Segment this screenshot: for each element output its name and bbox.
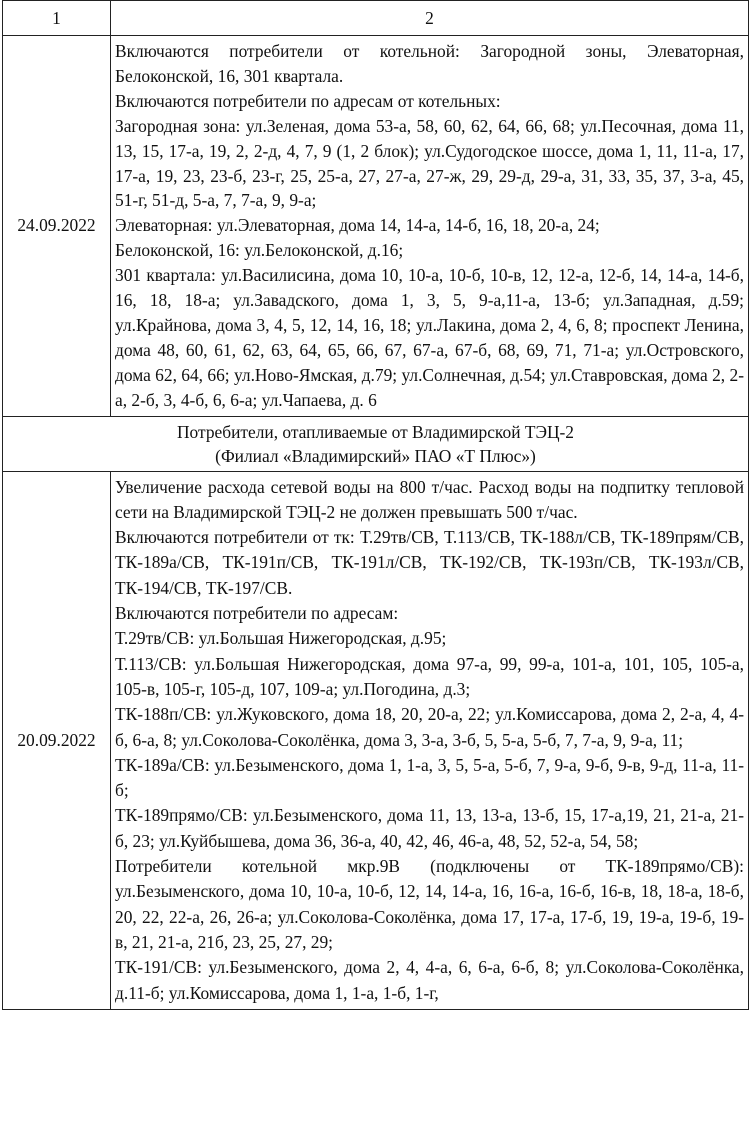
table-row [3, 471, 749, 1009]
schedule-table [2, 0, 749, 1010]
paragraph: ТК-191/СВ: ул.Безыменского, дома 2, 4, 4-а, 6, 6-а, 6-б, 8; ул.Соколова-Соколёнка, д.11-б; ул.Комиссарова, дома 1, 1-а, 1-б, 1-г, [115, 957, 744, 1003]
paragraph: Белоконской, 16: ул.Белоконской, д.16; [115, 240, 404, 261]
header-col-2: 2 [111, 1, 749, 36]
section-header [3, 416, 749, 471]
paragraph: ТК-189а/СВ: ул.Безыменского, дома 1, 1-а, 3, 5, 5-а, 5-б, 7, 9-а, 9-б, 9-в, 9-д, 11-а, 11-б; [115, 754, 744, 801]
header-col-1: 1 [3, 1, 111, 36]
paragraph: ТК-189прямо/СВ: ул.Безыменского, дома 11, 13, 13-а, 13-б, 15, 17-а,19, 21, 21-а, 21-б, 23; ул.Куйбышева, дома 36, 36-а, 40, 42, 46, 46-а, 48, 52, 52-а, 54, 58; [115, 805, 744, 851]
paragraph: Включаются потребители от котельной: Загородной зоны, Элеваторная, Белоконской, 16, 301 квартала. [115, 41, 744, 86]
paragraph: 301 квартала: ул.Василисина, дома 10, 10-а, 10-б, 10-в, 12, 12-а, 12-б, 14, 14-а, 14-б, 16, 18, 18-а; ул.Завадского, дома 1, 3, 5, 9-а,11-а, 13-б; ул.Западная, д.59; ул.Крайнова, дома 3, 4, 5, 12, 14, 16, 18; ул.Лакина, дома 2, 4, 6, 8; проспект Ленина, дома 48, 60, 61, 62, 63, 64, 65, 66, 67, 67-а, 67-б, 68, 69, 71, 71-а; ул.Островского, дома 62, 64, 66; ул.Ново-Ямская, д.79; ул.Солнечная, д.54; ул.Ставровская, дома 2, 2-а, 2-б, 3, 4-б, 6, 6-а; ул.Чапаева, д. 6 [115, 265, 744, 410]
paragraph: Увеличение расхода сетевой воды на 800 т/час. Расход воды на подпитку тепловой сети на Владимирской ТЭЦ-2 не должен превышать 500 т/час. [115, 476, 744, 522]
header-row [3, 1, 749, 36]
row-content [111, 36, 749, 417]
paragraph: Включаются потребители от тк: Т.29тв/СВ, Т.113/СВ, ТК-188л/СВ, ТК-189прям/СВ, ТК-189а/СВ, ТК-191п/СВ, ТК-191л/СВ, ТК-192/СВ, ТК-193п/СВ, ТК-193л/СВ, ТК-194/СВ, ТК-197/СВ. [115, 527, 744, 598]
paragraph: Элеваторная: ул.Элеваторная, дома 14, 14-а, 14-б, 16, 18, 20-а, 24; [115, 215, 600, 236]
section-header-row [3, 416, 749, 471]
section-subtitle: (Филиал «Владимирский» ПАО «Т Плюс») [215, 445, 536, 466]
table-row [3, 36, 749, 417]
paragraph: ТК-188п/СВ: ул.Жуковского, дома 18, 20, 20-а, 22; ул.Комиссарова, дома 2, 2-а, 4, 4-б, 6-а, 8; ул.Соколова-Соколёнка, дома 3, 3-а, 3-б, 5, 5-а, 5-б, 7, 7-а, 9, 9-а, 11; [115, 704, 744, 750]
paragraph: Т.113/СВ: ул.Большая Нижегородская, дома 97-а, 99, 99-а, 101-а, 101, 105, 105-а, 105-в, 105-г, 105-д, 107, 109-а; ул.Погодина, д.3; [115, 653, 744, 699]
section-title: Потребители, отапливаемые от Владимирской ТЭЦ-2 [177, 421, 574, 442]
paragraph: Загородная зона: ул.Зеленая, дома 53-а, 58, 60, 62, 64, 66, 68; ул.Песочная, дома 11, 13, 15, 17-а, 19, 2, 2-д, 4, 7, 9 (1, 2 блок); ул.Судогодское шоссе, дома 1, 11, 11-а, 17, 17-а, 19, 23, 23-б, 23-г, 25, 25-а, 27, 27-а, 27-ж, 29, 29-д, 29-а, 31, 33, 35, 37, 3-а, 45, 51-г, 51-д, 5-а, 7, 7-а, 9, 9-а; [115, 115, 744, 211]
row-date: 20.09.2022 [3, 471, 111, 1009]
paragraph: Включаются потребители по адресам от котельных: [115, 90, 501, 111]
paragraph: Потребители котельной мкр.9В (подключены от ТК-189прямо/СВ): ул.Безыменского, дома 10, 10-а, 10-б, 12, 14, 14-а, 16, 16-а, 16-б, 16-в, 18, 18-а, 18-б, 20, 22, 22-а, 26, 26-а; ул.Соколова-Соколёнка, дома 17, 17-а, 17-б, 19, 19-а, 19-б, 19-в, 21, 21-а, 21б, 23, 25, 27, 29; [115, 856, 744, 952]
paragraph: Включаются потребители по адресам: [115, 603, 399, 624]
paragraph: Т.29тв/СВ: ул.Большая Нижегородская, д.95; [115, 628, 447, 649]
row-content [111, 471, 749, 1009]
row-date: 24.09.2022 [3, 36, 111, 417]
